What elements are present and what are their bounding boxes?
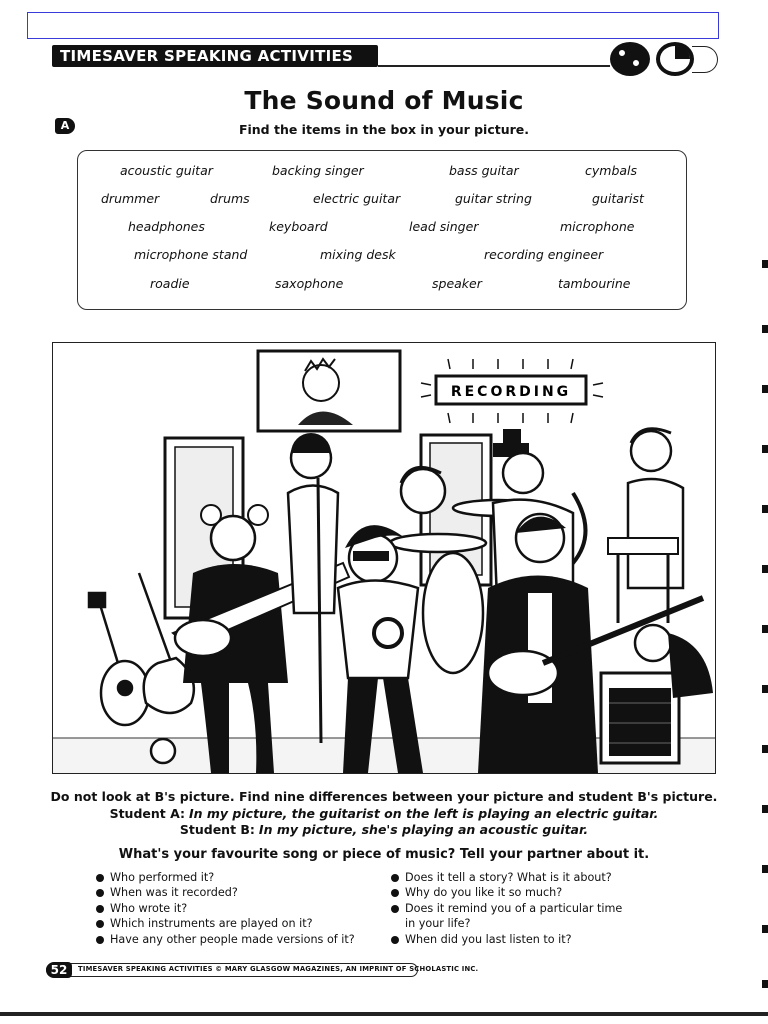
edge-mark (762, 865, 768, 873)
student-a-label: Student A: (109, 806, 186, 821)
lead-singer (338, 525, 423, 773)
word-item: speaker (432, 276, 482, 291)
edge-mark (762, 745, 768, 753)
edge-mark (762, 260, 768, 268)
word-item: tambourine (558, 276, 631, 291)
edge-mark (762, 325, 768, 333)
word-item: keyboard (269, 219, 328, 234)
list-item: Have any other people made versions of it? (96, 932, 355, 947)
edge-mark (762, 625, 768, 633)
word-item: headphones (128, 219, 205, 234)
student-b-label: Student B: (179, 822, 255, 837)
word-item: drums (210, 191, 250, 206)
student-b-sentence: In my picture, she's playing an acoustic guitar. (258, 822, 589, 837)
keyboard-player (608, 429, 683, 623)
word-item: guitar string (455, 191, 532, 206)
acoustic-guitar (89, 593, 149, 725)
edge-mark (762, 565, 768, 573)
word-item: microphone stand (134, 247, 248, 262)
top-frame (27, 12, 719, 39)
word-item: bass guitar (449, 163, 519, 178)
list-item: Who performed it? (96, 870, 355, 885)
edge-mark (762, 505, 768, 513)
edge-mark (762, 925, 768, 933)
list-item: When was it recorded? (96, 885, 355, 900)
list-item: When did you last listen to it? (391, 932, 622, 947)
word-item: electric guitar (313, 191, 401, 206)
student-b-example (0, 822, 768, 837)
list-item-continued: in your life? (405, 917, 471, 931)
list-item: Does it tell a story? What is it about? (391, 870, 622, 885)
edge-mark (762, 980, 768, 988)
recording-sign-text: RECORDING (450, 384, 572, 400)
bottom-rule (0, 1012, 768, 1016)
questions-right (391, 870, 622, 947)
list-item: Who wrote it? (96, 901, 355, 916)
word-item: drummer (101, 191, 160, 206)
word-box (77, 150, 687, 310)
word-item: microphone (560, 219, 635, 234)
word-item: guitarist (592, 191, 644, 206)
word-item: saxophone (275, 276, 344, 291)
header-cap (692, 46, 718, 73)
student-a-example (0, 806, 768, 821)
word-item: cymbals (585, 163, 638, 178)
page-title: The Sound of Music (244, 86, 524, 115)
list-item: Why do you like it so much? (391, 885, 622, 900)
word-item: lead singer (409, 219, 479, 234)
footer-credit: TIMESAVER SPEAKING ACTIVITIES © MARY GLASGOW MAGAZINES, AN IMPRINT OF SCHOLASTIC INC. (78, 965, 479, 973)
word-item: mixing desk (320, 247, 396, 262)
word-item: backing singer (272, 163, 364, 178)
word-item: acoustic guitar (120, 163, 213, 178)
tambourine (151, 739, 175, 763)
list-item: Does it remind you of a particular time (391, 901, 622, 916)
page-number: 52 (46, 962, 72, 978)
discussion-question: What's your favourite song or piece of music? Tell your partner about it. (118, 847, 650, 862)
word-item: roadie (150, 276, 190, 291)
word-item: recording engineer (484, 247, 604, 262)
band-illustration (52, 342, 716, 774)
instruction: Find the items in the box in your picture. (238, 122, 530, 137)
edge-mark (762, 385, 768, 393)
student-a-sentence: In my picture, the guitarist on the left is playing an electric guitar. (189, 806, 659, 821)
list-item: Which instruments are played on it? (96, 916, 355, 931)
edge-mark (762, 445, 768, 453)
header-rule (378, 65, 610, 67)
series-title: TIMESAVER SPEAKING ACTIVITIES (52, 45, 378, 67)
speaker (601, 673, 679, 763)
timer-icon (656, 42, 694, 76)
backing-singer (288, 433, 338, 743)
speaking-faces-icon (610, 42, 650, 76)
questions-left (96, 870, 355, 947)
edge-mark (762, 685, 768, 693)
section-badge: A (55, 118, 75, 134)
task-instruction: Do not look at B's picture. Find nine differences between your picture and student B's picture. (50, 789, 718, 804)
edge-mark (762, 805, 768, 813)
